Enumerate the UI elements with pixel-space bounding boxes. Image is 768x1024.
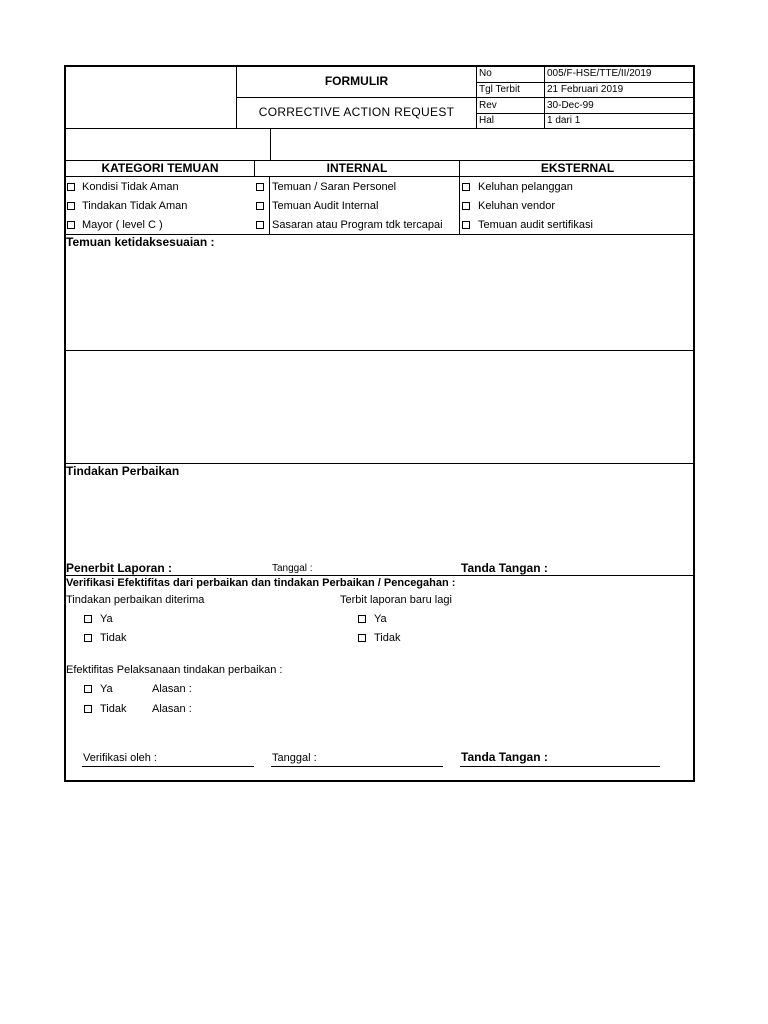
meta-label-tgl: Tgl Terbit [479,84,520,95]
checkbox-terbit-ya[interactable] [358,615,366,623]
efektifitas-label: Efektifitas Pelaksanaan tindakan perbaikan : [66,664,283,676]
checkbox-diterima-ya[interactable] [84,615,92,623]
terbit-laporan-label: Terbit laporan baru lagi [340,594,452,606]
item-sasaran: Sasaran atau Program tdk tercapai [272,219,443,231]
meta-label-hal: Hal [479,115,495,126]
verifikasi-oleh-line [82,766,254,767]
checkbox-terbit-tidak[interactable] [358,634,366,642]
header-divider [476,113,694,114]
meta-value-tgl: 21 Februari 2019 [547,84,624,95]
checkbox-tindakan[interactable] [67,202,75,210]
checkbox-mayor[interactable] [67,221,75,229]
verifikasi-title: Verifikasi Efektifitas dari perbaikan dan tindakan Perbaikan / Pencegahan : [66,577,456,589]
checkbox-keluhan-vendor[interactable] [462,202,470,210]
checkbox-keluhan-pelanggan[interactable] [462,183,470,191]
item-keluhan-vendor: Keluhan vendor [478,200,556,212]
item-tindakan: Tindakan Tidak Aman [82,200,188,212]
meta-value-rev: 30-Dec-99 [547,100,594,111]
diterima-tidak-label: Tidak [100,632,127,644]
efektif-ya-label: Ya [100,683,113,695]
checkbox-diterima-tidak[interactable] [84,634,92,642]
verifikasi-tanda-tangan-line [460,766,660,767]
alasan-ya-label: Alasan : [152,683,192,695]
verifikasi-tanggal-label: Tanggal : [272,752,317,764]
item-kondisi: Kondisi Tidak Aman [82,181,179,193]
alasan-tidak-label: Alasan : [152,703,192,715]
blank-row-divider [270,128,271,160]
header-divider [236,97,477,98]
checkbox-audit-sertifikasi[interactable] [462,221,470,229]
tanggal-label: Tanggal : [272,563,313,574]
checkbox-efektif-tidak[interactable] [84,705,92,713]
formulir-label: FORMULIR [324,74,389,88]
header-divider [65,128,695,129]
tindakan-diterima-label: Tindakan perbaikan diterima [66,594,205,606]
checkbox-efektif-ya[interactable] [84,685,92,693]
checkbox-temuan-saran[interactable] [256,183,264,191]
item-keluhan-pelanggan: Keluhan pelanggan [478,181,573,193]
verifikasi-tanggal-line [271,766,443,767]
diterima-ya-label: Ya [100,613,113,625]
header-divider [476,97,694,98]
kategori-header: KATEGORI TEMUAN [101,161,219,175]
penerbit-label: Penerbit Laporan : [66,561,173,575]
tanda-tangan-label: Tanda Tangan : [461,561,548,575]
meta-value-no: 005/F-HSE/TTE/II/2019 [547,68,652,79]
section-divider [65,176,695,177]
meta-label-no: No [479,68,492,79]
item-audit-sertifikasi: Temuan audit sertifikasi [478,219,593,231]
terbit-tidak-label: Tidak [374,632,401,644]
checkbox-audit-internal[interactable] [256,202,264,210]
item-audit-internal: Temuan Audit Internal [272,200,379,212]
internal-header: INTERNAL [326,161,388,175]
checkbox-sasaran[interactable] [256,221,264,229]
terbit-ya-label: Ya [374,613,387,625]
meta-label-rev: Rev [479,100,497,111]
item-mayor: Mayor ( level C ) [82,219,163,231]
checkbox-kondisi[interactable] [67,183,75,191]
category-divider [269,176,270,234]
meta-value-hal: 1 dari 1 [547,115,581,126]
page-title: CORRECTIVE ACTION REQUEST [258,105,455,119]
verifikasi-oleh-label: Verifikasi oleh : [83,752,157,764]
section-divider [65,350,695,351]
eksternal-header: EKSTERNAL [540,161,615,175]
verifikasi-tanda-tangan-label: Tanda Tangan : [461,750,548,764]
tindakan-label: Tindakan Perbaikan [66,464,180,478]
temuan-label: Temuan ketidaksesuaian : [66,235,215,249]
item-temuan-saran: Temuan / Saran Personel [272,181,397,193]
efektif-tidak-label: Tidak [100,703,127,715]
